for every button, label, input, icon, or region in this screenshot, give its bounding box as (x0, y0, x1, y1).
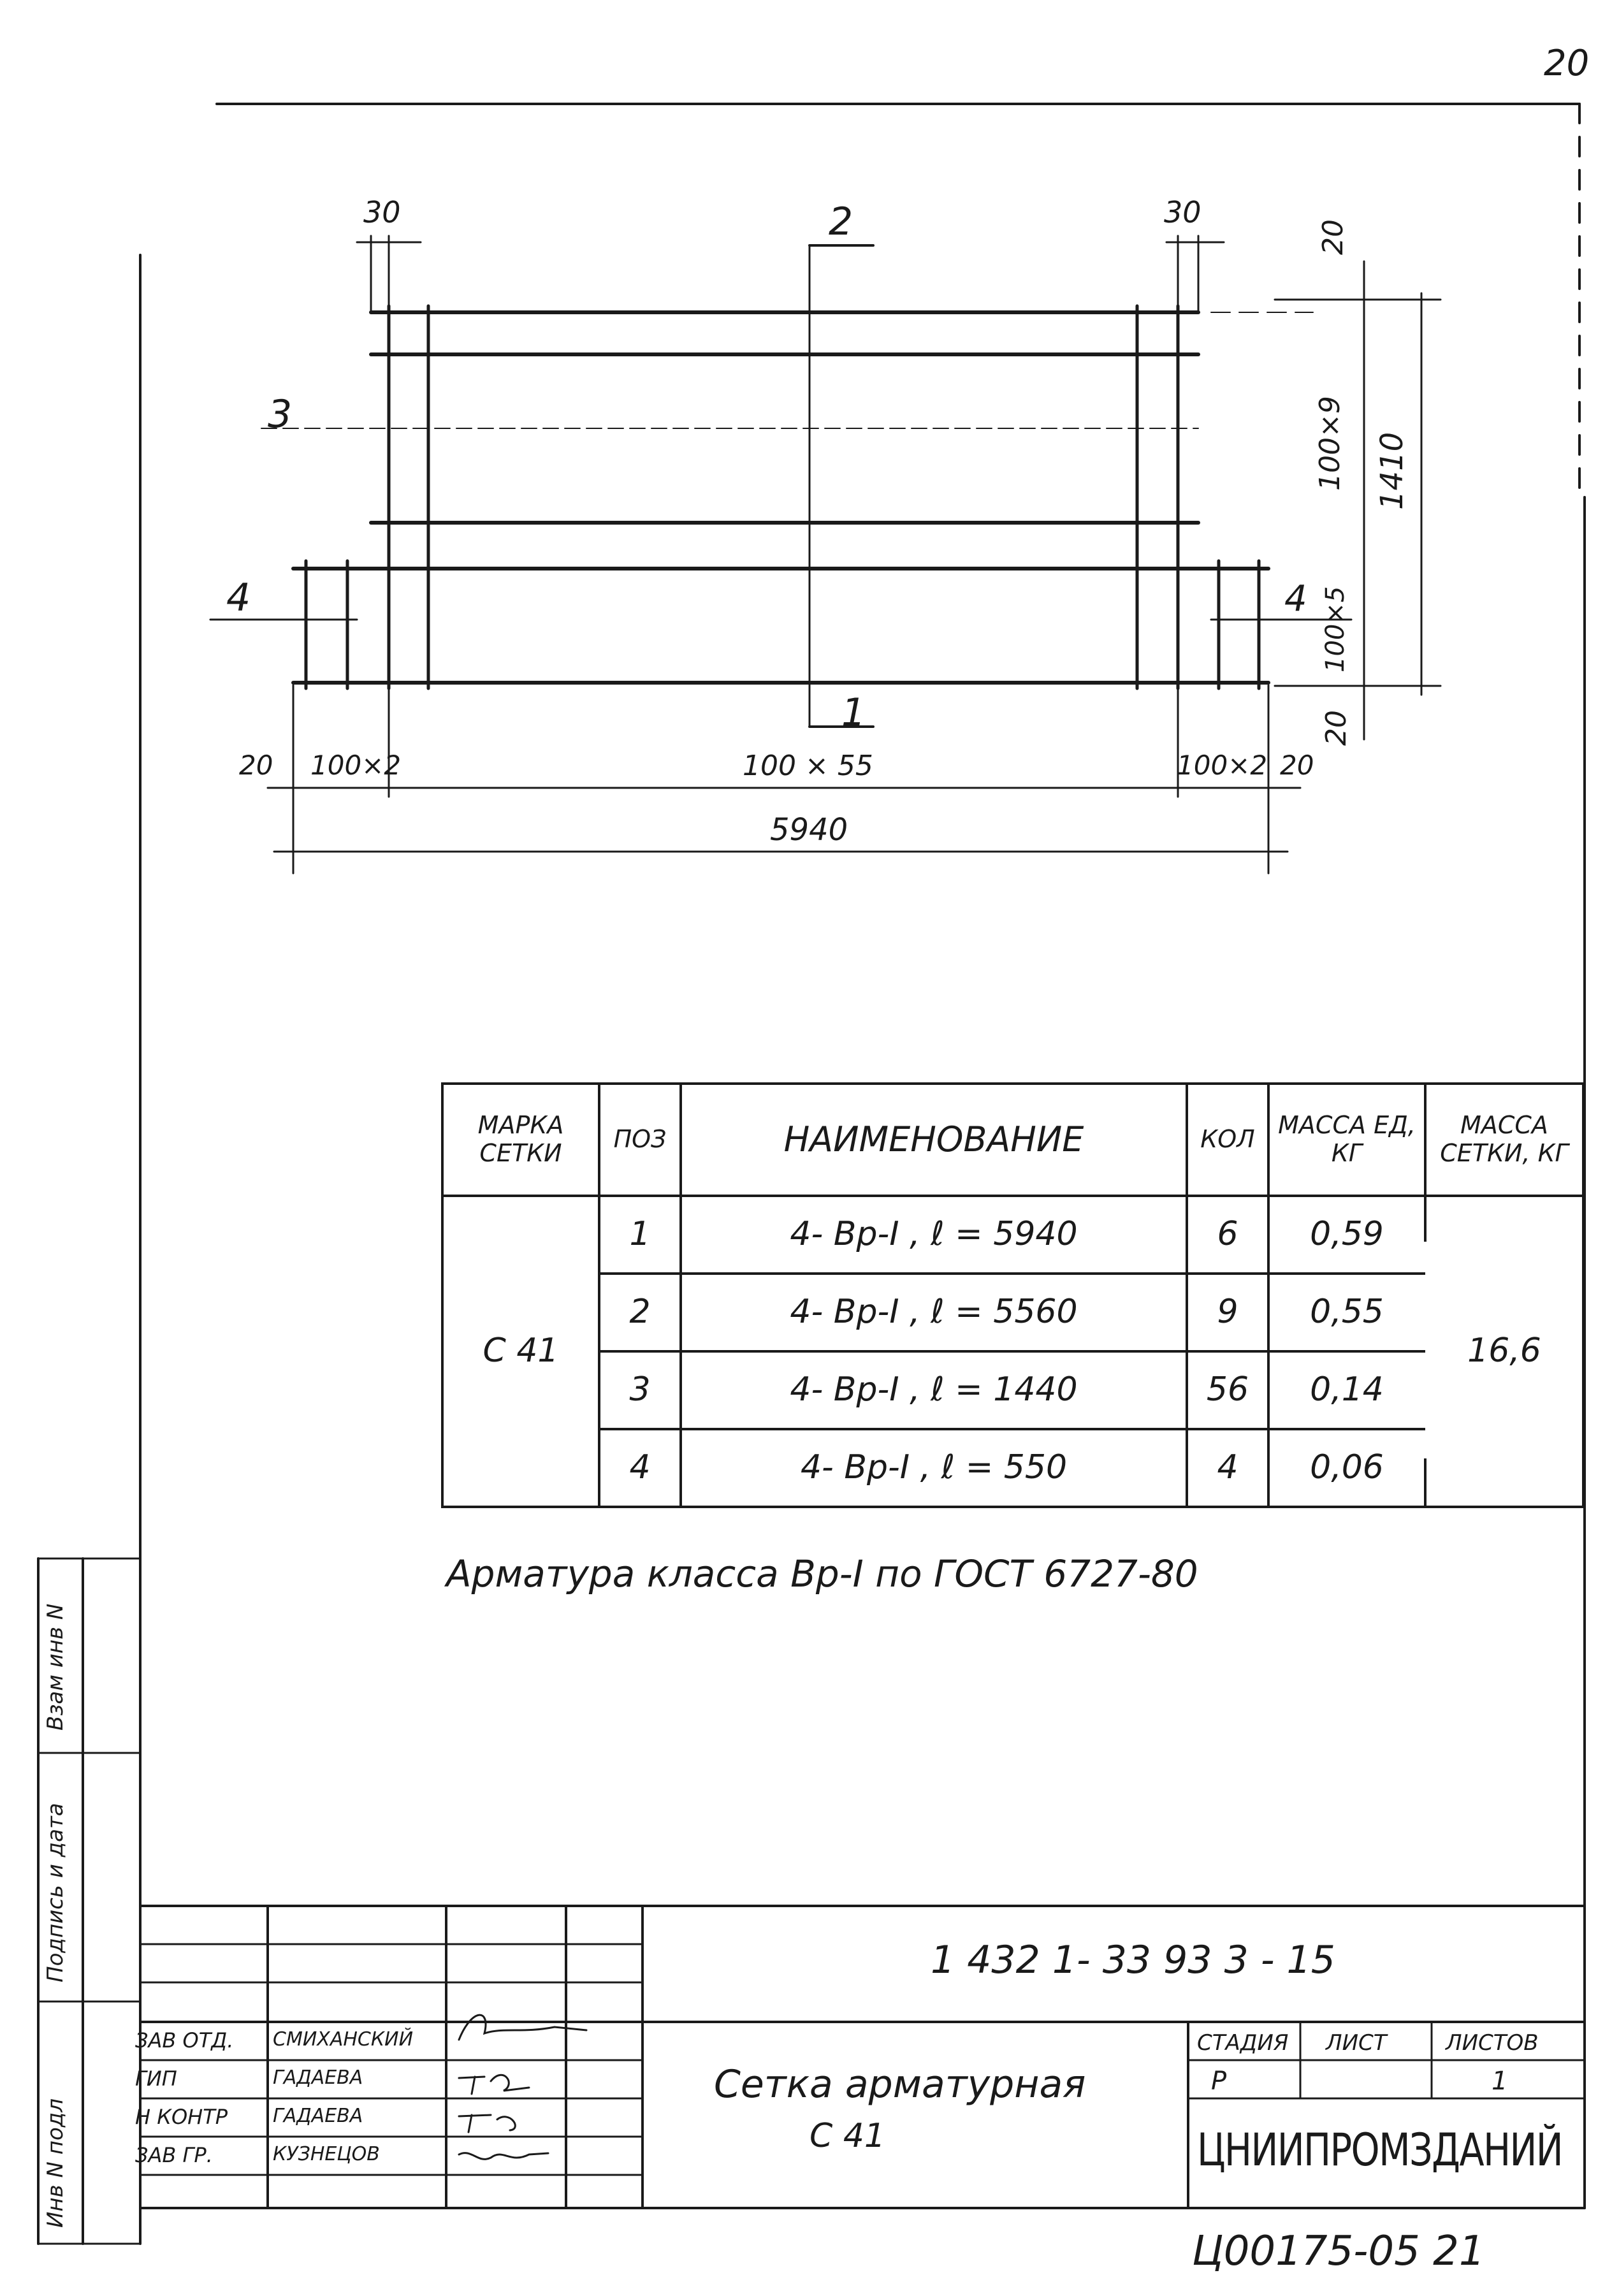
role-gip: ГИП (135, 2067, 177, 2091)
stage-label: СТАДИЯ (1197, 2030, 1289, 2056)
dim-right-100x9: 100×9 (1314, 396, 1346, 491)
row2-mass: 0,55 (1310, 1293, 1384, 1332)
label-pos4-right: 4 (1284, 578, 1307, 620)
mesh-total-mass: 16,6 (1467, 1332, 1541, 1370)
header-qty: КОЛ (1200, 1125, 1255, 1154)
signature-1 (459, 2015, 586, 2040)
reinforcement-note: Арматура класса Вр-I по ГОСТ 6727-80 (446, 1552, 1198, 1595)
row1-qty: 6 (1217, 1215, 1238, 1254)
dim-right-1410: 1410 (1374, 432, 1410, 510)
header-unit-mass: МАССА ЕД, КГ (1278, 1111, 1416, 1167)
row4-qty: 4 (1217, 1448, 1238, 1487)
label-pos4-left: 4 (226, 576, 251, 620)
signature-2 (459, 2075, 529, 2094)
sheets-label: ЛИСТОВ (1446, 2030, 1539, 2056)
page-number: 20 (1544, 43, 1590, 84)
mesh-mark: С 41 (483, 1332, 559, 1370)
role-zav-otd: ЗАВ ОТД. (135, 2028, 234, 2053)
row1-name: 4- Вр-I , ℓ = 5940 (790, 1215, 1078, 1254)
label-pos1: 1 (841, 690, 866, 735)
dim-middle: 100 × 55 (743, 750, 873, 782)
dim-total-length: 5940 (770, 812, 848, 848)
row2-name: 4- Вр-I , ℓ = 5560 (790, 1293, 1078, 1332)
row4-pos: 4 (629, 1448, 651, 1487)
signature-4 (459, 2153, 548, 2160)
row1-mass: 0,59 (1310, 1215, 1384, 1254)
header-total-mass: МАССА СЕТКИ, КГ (1440, 1111, 1569, 1167)
side-stamp-podpis: Подпись и дата (43, 1803, 68, 1982)
name-gadaeva-1: ГАДАЕВА (273, 2067, 363, 2089)
row3-qty: 56 (1206, 1370, 1249, 1409)
header-mark: МАРКА СЕТКИ (477, 1111, 564, 1167)
dim-30-left: 30 (363, 195, 401, 229)
row1-pos: 1 (629, 1215, 651, 1254)
row2-qty: 9 (1217, 1293, 1238, 1332)
sheets-value: 1 (1492, 2067, 1508, 2096)
dim-right-20: 20 (1280, 750, 1314, 781)
dim-right-bottom-20: 20 (1320, 710, 1353, 746)
name-kuznetsov: КУЗНЕЦОВ (273, 2143, 380, 2165)
role-zav-gr: ЗАВ ГР. (135, 2143, 213, 2167)
title-line-2: С 41 (810, 2117, 886, 2155)
title-line-1: Сетка арматурная (714, 2062, 1086, 2107)
name-smikhansky: СМИХАНСКИЙ (273, 2028, 414, 2051)
dim-right-100x5: 100×5 (1321, 586, 1350, 672)
side-stamp-inv-podl: Инв N подл (43, 2098, 68, 2228)
side-stamp-vzam: Взам инв N (43, 1603, 68, 1731)
row4-mass: 0,06 (1310, 1448, 1384, 1487)
dim-30-right: 30 (1164, 195, 1202, 229)
row3-name: 4- Вр-I , ℓ = 1440 (790, 1370, 1078, 1409)
dim-left-20: 20 (239, 750, 273, 781)
dim-right-top-20: 20 (1317, 219, 1349, 255)
doc-code: 1 432 1- 33 93 3 - 15 (931, 1938, 1335, 1982)
organization-name: ЦНИИПРОМЗДАНИЙ (1197, 2124, 1563, 2176)
row3-pos: 3 (629, 1370, 651, 1409)
header-pos: ПОЗ (613, 1125, 667, 1154)
bottom-code: Ц00175-05 21 (1192, 2228, 1485, 2275)
row4-name: 4- Вр-I , ℓ = 550 (800, 1448, 1068, 1487)
dim-right-100x2: 100×2 (1177, 750, 1268, 781)
label-pos2: 2 (829, 200, 853, 244)
header-name: НАИМЕНОВАНИЕ (783, 1119, 1084, 1159)
label-pos3: 3 (268, 392, 293, 437)
name-gadaeva-2: ГАДАЕВА (273, 2105, 363, 2127)
signature-3 (459, 2115, 515, 2132)
stage-value: Р (1211, 2067, 1227, 2096)
row2-pos: 2 (629, 1293, 651, 1332)
role-n-kontr: Н КОНТР (135, 2105, 228, 2129)
sheet-label: ЛИСТ (1326, 2030, 1387, 2056)
dim-left-100x2: 100×2 (310, 750, 402, 781)
row3-mass: 0,14 (1310, 1370, 1384, 1409)
